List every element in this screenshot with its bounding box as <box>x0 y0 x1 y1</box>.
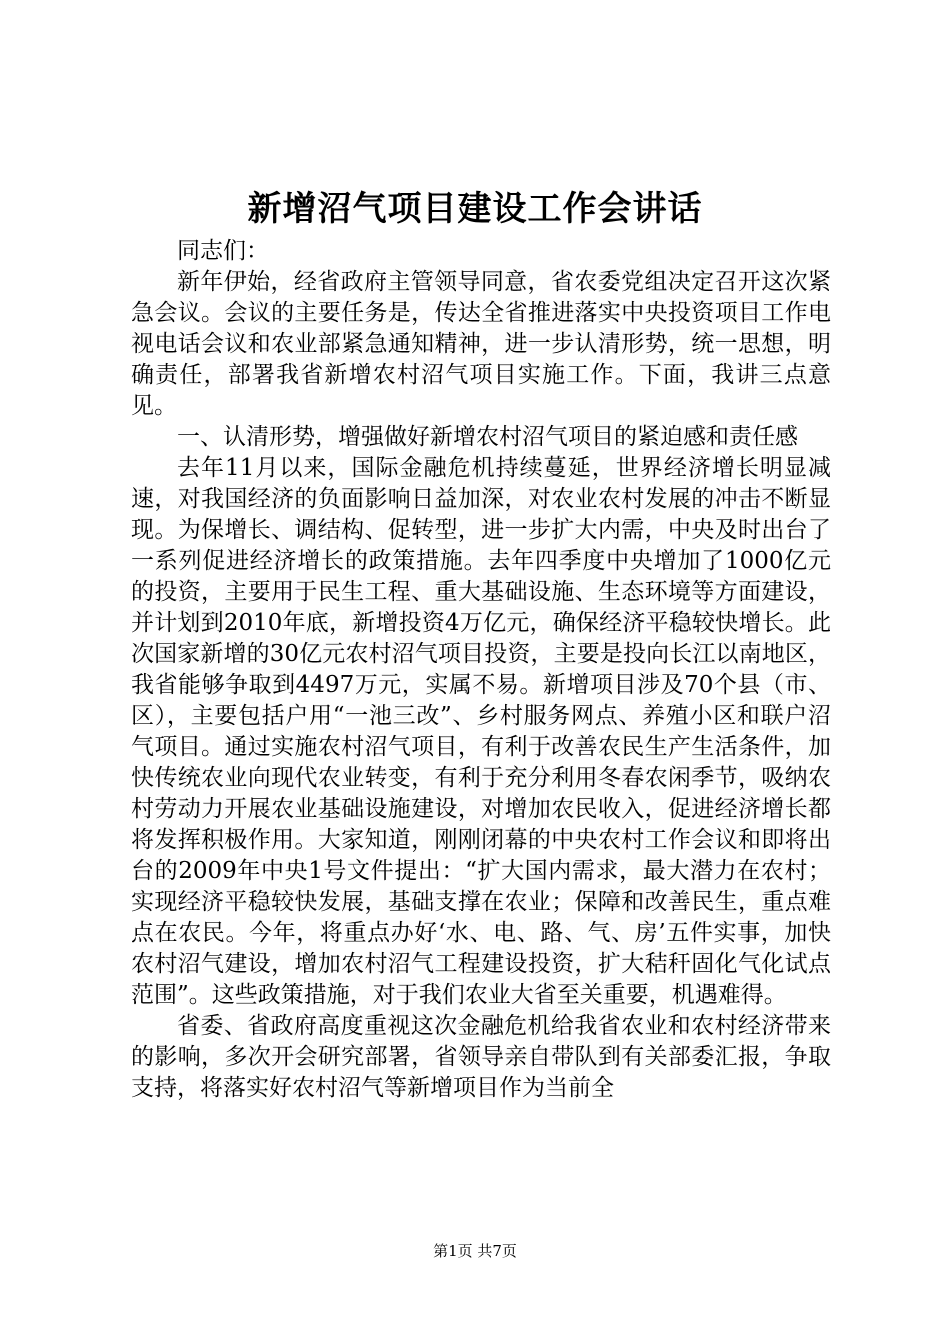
document-body <box>131 236 831 1104</box>
document-title: 新增沼气项目建设工作会讲话 <box>247 189 703 229</box>
page-footer: 第1页 共7页 <box>433 1242 517 1260</box>
section-heading-1: 一、认清形势，增强做好新增农村沼气项目的紧迫感和责任感 <box>177 424 798 450</box>
salutation-paragraph: 同志们： <box>177 238 269 264</box>
body-paragraph: 省委、省政府高度重视这次金融危机给我省农业和农村经济带来的影响，多次开会研究部署，省领导亲自带队到有关部委汇报，争取支持，将落实好农村沼气等新增项目作为当前全 <box>131 1013 831 1101</box>
intro-paragraph: 新年伊始，经省政府主管领导同意，省农委党组决定召开这次紧急会议。会议的主要任务是，传达全省推进落实中央投资项目工作电视电话会议和农业部紧急通知精神，进一步认清形势，统一思想，明确责任，部署我省新增农村沼气项目实施工作。下面，我讲三点意见。 <box>131 269 831 419</box>
body-paragraph: 去年11月以来，国际金融危机持续蔓延，世界经济增长明显减速，对我国经济的负面影响日益加深，对农业农村发展的冲击不断显现。为保增长、调结构、促转型，进一步扩大内需，中央及时出台了一系列促进经济增长的政策措施。去年四季度中央增加了1000亿元的投资，主要用于民生工程、重大基础设施、生态环境等方面建设，并计划到2010年底，新增投资4万亿元，确保经济平稳较快增长。此次国家新增的30亿元农村沼气项目投资，主要是投向长江以南地区，我省能够争取到4497万元，实属不易。新增项目涉及70个县（市、区），主要包括户用“一池三改”、乡村服务网点、养殖小区和联户沼气项目。通过实施农村沼气项目，有利于改善农民生产生活条件，加快传统农业向现代农业转变，有利于充分利用冬春农闲季节，吸纳农村劳动力开展农业基础设施建设，对增加农民收入，促进经济增长都将发挥积极作用。大家知道，刚刚闭幕的中央农村工作会议和即将出台的2009年中央1号文件提出：“扩大国内需求，最大潜力在农村；实现经济平稳较快发展，基础支撑在农业；保障和改善民生，重点难点在农民。今年，将重点办好‘水、电、路、气、房’五件实事，加快农村沼气建设，增加农村沼气工程建设投资，扩大秸秆固化气化试点范围”。这些政策措施，对于我们农业大省至关重要，机遇难得。 <box>131 455 831 1008</box>
